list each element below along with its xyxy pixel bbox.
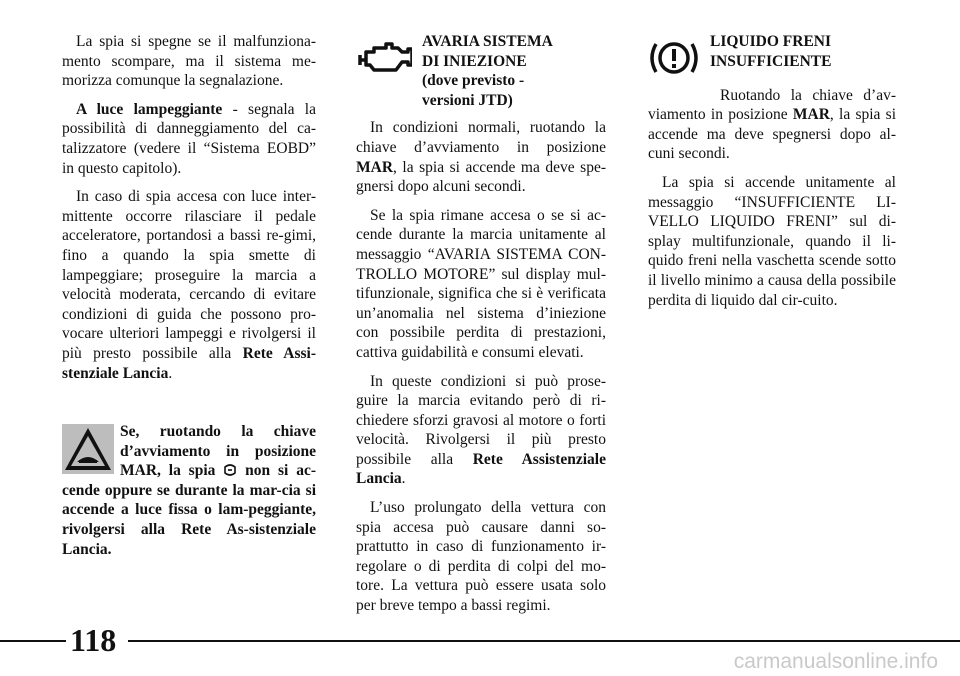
- text: , la spia si accende ma deve spegnersi dopo al-cuni secondi.: [648, 106, 897, 163]
- paragraph: [356, 118, 606, 196]
- paragraph: [648, 86, 896, 164]
- engine-warning-icon: [356, 38, 412, 82]
- section-subtitle: versioni JTD): [422, 91, 513, 109]
- paragraph: [356, 372, 606, 490]
- section-title: AVARIA SISTEMA: [422, 33, 553, 50]
- text: , la spia si accende ma deve spe-gnersi dopo alcuni secondi.: [356, 158, 606, 196]
- column-3: [648, 32, 896, 319]
- paragraph: La spia si spegne se il malfunziona-mento scompare, ma il sistema me-morizza comunque la segnalazione.: [62, 33, 316, 90]
- brake-fluid-icon: [648, 36, 700, 80]
- bold-text: MAR: [792, 106, 830, 124]
- text: In condizioni normali, ruotando la chiave d’avviamento in posizione: [356, 119, 606, 156]
- warning-text: non si ac-cende oppure se durante la mar-cia si accende a luce fissa o lam-peggiante, rivolgersi alla Rete As-sistenziale Lancia.: [62, 462, 316, 558]
- text: .: [168, 364, 173, 382]
- text: In queste condizioni si può prose-guire la marcia evitando però di ri-chiedere sforzi gravosi al motore o forti velocità. Rivolgersi il più presto possibile alla: [356, 372, 606, 468]
- glow-plug-icon: [223, 464, 237, 476]
- text: In caso di spia accesa con luce inter-mittente occorre rilasciare il pedale acceleratore, portandosi a bassi re-gimi, fino a quando la spia smette di lampeggiare; proseguire la marcia a velocità moderata, cercando di evitare condizioni di guida che possono pro-vocare ulteriori lampeggi e rivolgersi il più presto possibile alla: [62, 188, 316, 362]
- bold-text: MAR: [356, 158, 394, 176]
- footer-rule: [0, 640, 66, 642]
- text: - segnala la possibilità di danneggiamento del ca-talizzatore (vedere il “Sistema EOBD” in questo capitolo).: [62, 100, 316, 177]
- paragraph: La spia si accende unitamente al messaggio “INSUFFICIENTE LI-VELLO LIQUIDO FRENI” sul di-splay multifunzionale, quando il li-quido freni nella vaschetta scende sotto il livello minimo a causa della possibile perdita di liquido dal cir-cuito.: [648, 173, 896, 309]
- section-title: INSUFFICIENTE: [710, 52, 832, 70]
- watermark: carmanualsonline.info: [733, 650, 938, 673]
- paragraph: Se la spia rimane accesa o se si ac-cende durante la marcia unitamente al messaggio “AVARIA SISTEMA CON-TROLLO MOTORE” sul display mul-tifunzionale, significa che si è verificata un’anomalia nel sistema d’iniezione con possibile perdita di prestazioni, cattiva guidabilità e consumi elevati.: [356, 206, 606, 361]
- column-1: [62, 32, 316, 392]
- warning-triangle-icon: [62, 424, 114, 474]
- text: .: [401, 470, 406, 488]
- text: Ruotando la chiave d’av-viamento in posizione: [648, 86, 896, 124]
- page-number: 118: [70, 622, 117, 658]
- section-header: [648, 32, 896, 86]
- bold-text: A luce lampeggiante: [76, 100, 223, 118]
- warning-text: Se, ruotando la chiave d’avviamento in posizione MAR, la spia: [120, 423, 316, 480]
- section-title: LIQUIDO FRENI: [710, 33, 832, 50]
- warning-note: [62, 422, 316, 559]
- bold-text: Rete Assistenziale Lancia: [356, 450, 606, 488]
- paragraph: [62, 187, 316, 383]
- column-2: [356, 32, 606, 625]
- footer-rule: [128, 640, 960, 642]
- section-subtitle: (dove previsto -: [422, 72, 525, 90]
- paragraph: L’uso prolungato della vettura con spia accesa può causare danni so-prattutto in caso di funzionamento ir-regolare o di perdita di colpi del mo-tore. La vettura può essere usata solo per breve tempo a bassi regimi.: [356, 499, 606, 615]
- bold-text: Rete Assi-stenziale Lancia: [62, 344, 316, 382]
- section-title: DI INIEZIONE: [422, 52, 527, 70]
- section-header: [356, 32, 606, 110]
- paragraph: [62, 100, 316, 178]
